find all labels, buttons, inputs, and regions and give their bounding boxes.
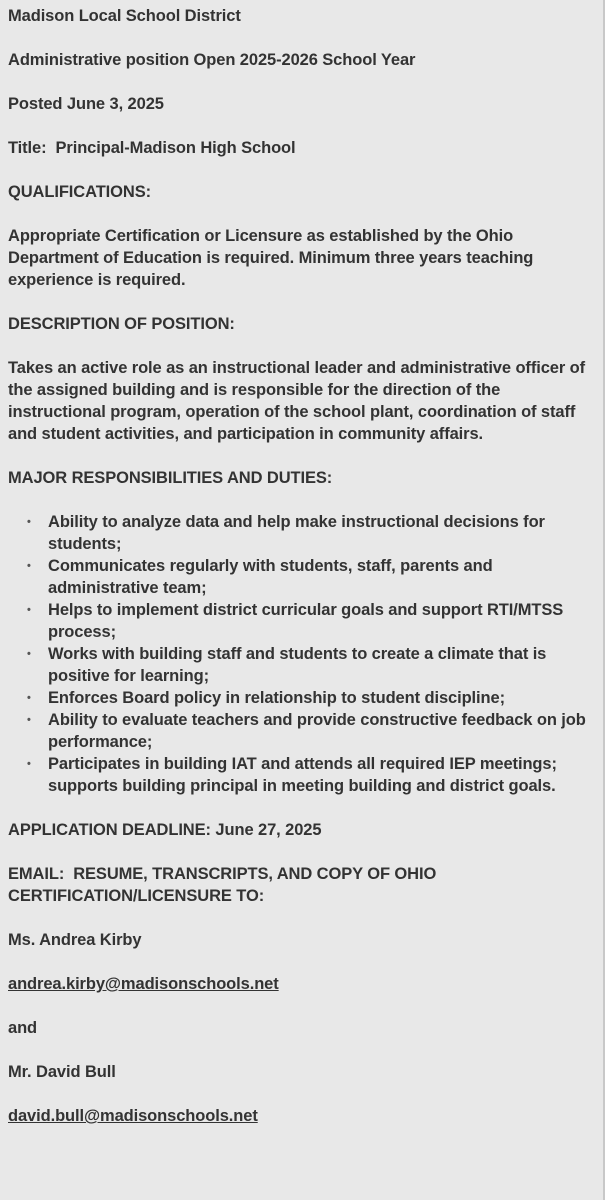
list-item [27, 753, 598, 797]
district-name: Madison Local School District [8, 7, 241, 25]
application-deadline: APPLICATION DEADLINE: June 27, 2025 [8, 821, 322, 839]
responsibilities-list [8, 511, 598, 797]
description-text: Takes an active role as an instructional leader and administrative officer of the assigned building and is responsible for the direction of the instructional program, operation of the school plant, coordination of staff and student activities, and participation in community affairs. [8, 359, 586, 443]
position-title: Title: Principal-Madison High School [8, 139, 296, 157]
list-item-text: Communicates regularly with students, staff, parents and administrative team; [48, 557, 493, 597]
list-item-text: Participates in building IAT and attends all required IEP meetings; supports building principal in meeting building and district goals. [48, 755, 557, 795]
bullet-icon: • [27, 692, 31, 704]
bullet-icon: • [27, 604, 31, 616]
list-item [27, 555, 598, 599]
list-item [27, 643, 598, 687]
list-item-text: Ability to analyze data and help make instructional decisions for students; [48, 513, 545, 553]
list-item-text: Works with building staff and students to create a climate that is positive for learning; [48, 645, 547, 685]
list-item-text: Ability to evaluate teachers and provide constructive feedback on job performance; [48, 711, 586, 751]
bullet-icon: • [27, 560, 31, 572]
bullet-icon: • [27, 758, 31, 770]
document-content [8, 5, 598, 1149]
announcement-line: Administrative position Open 2025-2026 School Year [8, 51, 416, 69]
contact-name-2: Mr. David Bull [8, 1063, 116, 1081]
responsibilities-heading: MAJOR RESPONSIBILITIES AND DUTIES: [8, 469, 333, 487]
list-item-text: Enforces Board policy in relationship to student discipline; [48, 689, 505, 707]
contact-email-link-2[interactable]: david.bull@madisonschools.net [8, 1107, 258, 1125]
bullet-icon: • [27, 516, 31, 528]
email-instructions: EMAIL: RESUME, TRANSCRIPTS, AND COPY OF OHIO CERTIFICATION/LICENSURE TO: [8, 865, 441, 905]
bullet-icon: • [27, 714, 31, 726]
description-heading: DESCRIPTION OF POSITION: [8, 315, 235, 333]
qualifications-heading: QUALIFICATIONS: [8, 183, 152, 201]
list-item [27, 687, 598, 709]
posted-date: Posted June 3, 2025 [8, 95, 164, 113]
list-item-text: Helps to implement district curricular goals and support RTI/MTSS process; [48, 601, 564, 641]
list-item [27, 709, 598, 753]
bullet-icon: • [27, 648, 31, 660]
qualifications-text: Appropriate Certification or Licensure as established by the Ohio Department of Education is required. Minimum three years teaching experience is required. [8, 227, 534, 289]
list-item [27, 511, 598, 555]
contact-email-link-1[interactable]: andrea.kirby@madisonschools.net [8, 975, 279, 993]
conjunction-text: and [8, 1019, 38, 1037]
contact-name-1: Ms. Andrea Kirby [8, 931, 142, 949]
list-item [27, 599, 598, 643]
